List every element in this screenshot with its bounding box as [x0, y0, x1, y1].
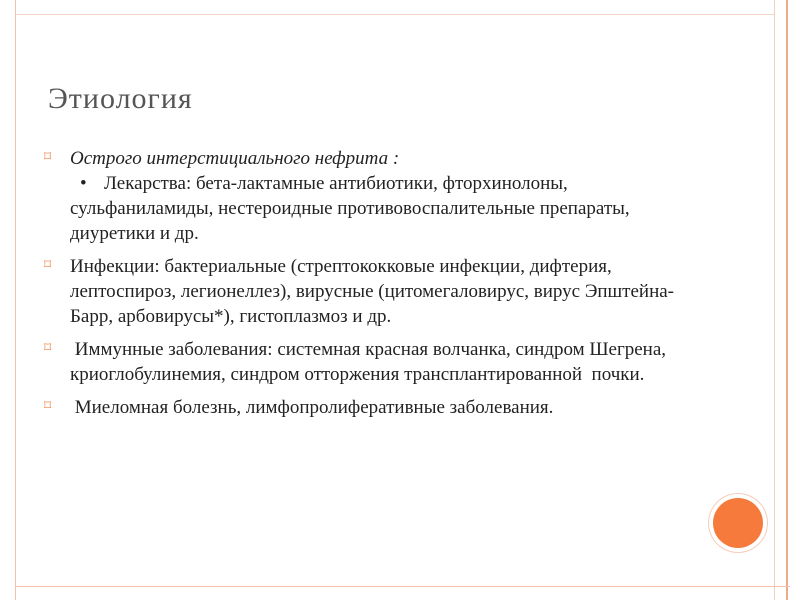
- sub-item-text: Лекарства: бета-лактамные антибиотики, фторхинолоны, сульфаниламиды, нестероидные противовоспалительные препараты, диуретики и др.: [70, 173, 630, 244]
- list-item-myeloma: [44, 395, 684, 420]
- bullet-icon: ⌑: [44, 258, 52, 273]
- item-heading: Острого интерстициального нефрита :: [70, 148, 400, 169]
- slide-content: [44, 146, 684, 428]
- bullet-icon: ⌑: [44, 150, 52, 165]
- item-text: Инфекции: бактериальные (стрептококковые инфекции, дифтерия, лептоспироз, легионеллез), вирусные (цитомегаловирус, вирус Эпштейна-Барр, арбовирусы*), гистоплазмоз и др.: [70, 256, 675, 327]
- frame-right-inner-line: [774, 0, 775, 600]
- sub-item: [70, 171, 684, 246]
- bullet-icon: ⌑: [44, 399, 52, 414]
- item-text: Миеломная болезнь, лимфопролиферативные заболевания.: [70, 397, 554, 418]
- list-item-immune: [44, 337, 684, 387]
- frame-right-outer-line: [786, 0, 788, 600]
- sub-bullet-icon: •: [80, 173, 87, 194]
- frame-top-line: [15, 14, 775, 15]
- accent-circle: [713, 498, 763, 548]
- bullet-icon: ⌑: [44, 341, 52, 356]
- list-item-drugs: [44, 146, 684, 246]
- frame-left-line: [15, 0, 16, 600]
- frame-bottom-line: [15, 586, 790, 587]
- list-item-infections: [44, 254, 684, 329]
- item-text: Иммунные заболевания: системная красная волчанка, синдром Шегрена, криоглобулинемия, синдром отторжения трансплантированной почки.: [70, 339, 671, 385]
- slide-title: Этиология: [48, 82, 193, 115]
